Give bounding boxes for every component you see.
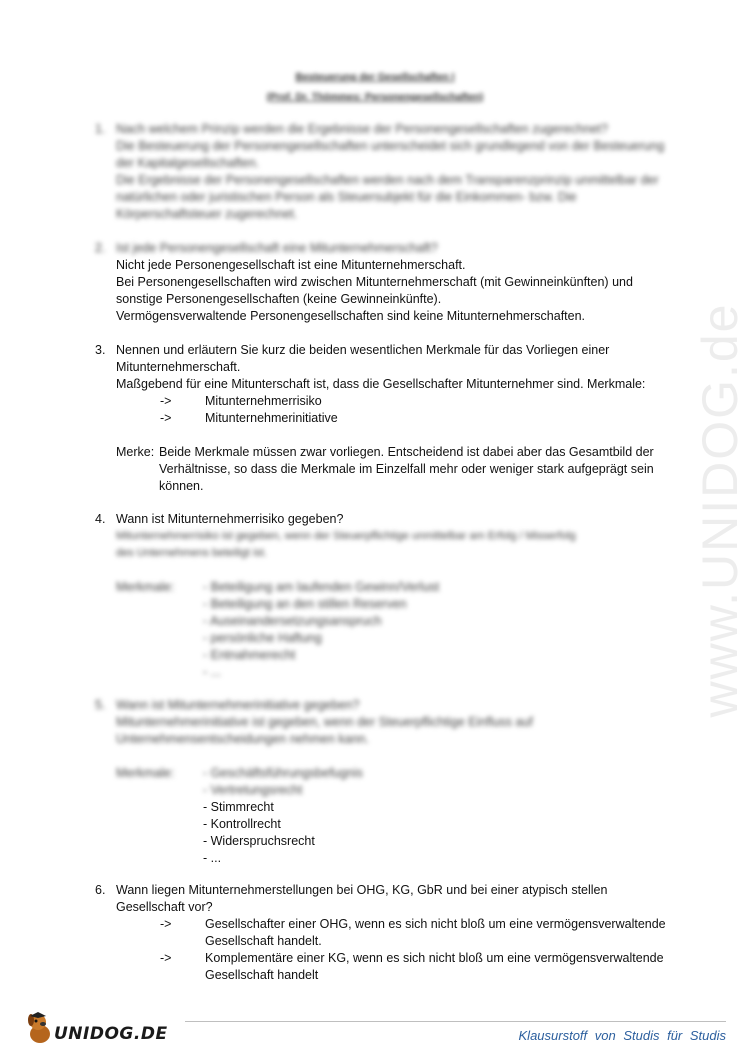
doc-title-line2: (Prof. Dr. Thömmes: Personengesellschaften) (266, 92, 484, 103)
list-item (116, 393, 675, 410)
question-5 (95, 697, 675, 867)
list-item-text: - Beteiligung an den stillen Reserven (203, 597, 407, 611)
watermark-text: www.UNIDOG.de (692, 302, 748, 718)
list-item (116, 647, 675, 664)
question-6 (95, 882, 675, 984)
list-item (116, 765, 675, 782)
list-item (116, 630, 675, 647)
q1-line: Körperschaftsteuer zugerechnet. (116, 207, 298, 221)
list-item-text: - persönliche Haftung (203, 631, 322, 645)
arrow-marker: -> (160, 411, 172, 425)
list-item-text: Mitunternehmerrisiko (205, 394, 322, 408)
q5-answer: Unternehmensentscheidungen nehmen kann. (116, 732, 369, 746)
list-item (116, 596, 675, 613)
merke-line: Beide Merkmale müssen zwar vorliegen. Entscheidend ist dabei aber das Gesamtbild der (159, 445, 654, 459)
q1-line: Die Ergebnisse der Personengesellschaften werden nach dem Transparenzprinzip unmittelbar der (116, 173, 659, 187)
question-number: 1. (95, 122, 106, 136)
list-item-text: - ... (203, 665, 222, 679)
logo-text: UNIDOG.DE (54, 1024, 168, 1044)
q1-line: der Kapitalgesellschaften. (116, 156, 260, 170)
list-item (116, 799, 675, 816)
merke-line: Verhältnisse, so dass die Merkmale im Einzelfall mehr oder weniger stark aufgeprägt sein (159, 462, 654, 476)
list-item (116, 664, 675, 681)
list-item-text: - Beteiligung am laufenden Gewinn/Verlust (203, 580, 440, 594)
merkmale-label: Merkmale: (116, 580, 175, 594)
q2-line: Bei Personengesellschaften wird zwischen Mitunternehmerschaft (mit Gewinneinkünften) und (116, 275, 633, 289)
dog-icon (24, 1010, 56, 1046)
q6-question: Gesellschaft vor? (116, 900, 213, 914)
q5-question: Wann ist Mitunternehmerinitiative gegeben? (116, 698, 360, 712)
q3-answer: Maßgebend für eine Mitunterschaft ist, dass die Gesellschafter Mitunternehmer sind. Merkmale: (116, 377, 646, 391)
q6-question: Wann liegen Mitunternehmerstellungen bei OHG, KG, GbR und bei einer atypisch stellen (116, 883, 608, 897)
question-1 (95, 121, 675, 223)
question-number: 4. (95, 512, 106, 526)
question-4 (95, 511, 675, 681)
list-item (116, 613, 675, 630)
merke-line: können. (159, 479, 204, 493)
q5-answer: Mitunternehmerinitiative ist gegeben, wenn der Steuerpflichtige Einfluss auf (116, 715, 533, 729)
list-item (116, 833, 675, 850)
question-number: 5. (95, 698, 106, 712)
list-item-text: - Kontrollrecht (203, 817, 281, 831)
question-2 (95, 240, 675, 325)
list-item-text: - Stimmrecht (203, 800, 274, 814)
list-item (116, 579, 675, 596)
merkmale-label: Merkmale: (116, 766, 175, 780)
q4-question: Wann ist Mitunternehmerrisiko gegeben? (116, 512, 344, 526)
q1-line: Nach welchem Prinzip werden die Ergebnisse der Personengesellschaften zugerechnet? (116, 122, 608, 136)
footer-tagline: Klausurstoff von Studis für Studis (518, 1028, 726, 1043)
q2-line: Vermögensverwaltende Personengesellschaften sind keine Mitunternehmerschaften. (116, 309, 586, 323)
q4-answer: des Unternehmens beteiligt ist. (116, 547, 268, 559)
q1-line: natürlichen oder juristischen Person als Steuersubjekt für die Einkommen- bzw. Die (116, 190, 577, 204)
question-number: 2. (95, 241, 106, 255)
doc-title-line1: Besteuerung der Gesellschaften I (295, 72, 455, 83)
question-number: 3. (95, 343, 106, 357)
arrow-marker: -> (160, 951, 172, 965)
q2-line: sonstige Personengesellschaften (keine Gewinneinkünfte). (116, 292, 442, 306)
q2-question: Ist jede Personengesellschaft eine Mitunternehmerschaft? (116, 241, 438, 255)
list-item-text: Mitunternehmerinitiative (205, 411, 338, 425)
list-item-text: - Geschäftsführungsbefugnis (203, 766, 363, 780)
list-item (116, 950, 675, 984)
merke-label: Merke: (116, 445, 155, 459)
list-item-text: - Widerspruchsrecht (203, 834, 315, 848)
list-item (116, 782, 675, 799)
list-item-text: - Vertretungsrecht (203, 783, 303, 797)
merke-note (116, 444, 675, 495)
arrow-marker: -> (160, 917, 172, 931)
list-item (116, 850, 675, 867)
footer-divider (185, 1021, 726, 1022)
list-item-text: Gesellschafter einer OHG, wenn es sich nicht bloß um eine vermögensverwaltende Gesellschaft handelt. (205, 917, 666, 948)
list-item-text: - ... (203, 851, 222, 865)
question-3 (95, 342, 675, 495)
q1-line: Die Besteuerung der Personengesellschaften unterscheidet sich grundlegend von der Besteuerung (116, 139, 665, 153)
q2-line: Nicht jede Personengesellschaft ist eine Mitunternehmerschaft. (116, 258, 466, 272)
list-item (116, 916, 675, 950)
question-number: 6. (95, 883, 106, 897)
unidog-logo[interactable] (24, 1010, 174, 1050)
list-item (116, 816, 675, 833)
list-item (116, 410, 675, 427)
list-item-text: - Entnahmerecht (203, 648, 296, 662)
list-item-text: Komplementäre einer KG, wenn es sich nicht bloß um eine vermögensverwaltende Gesellschaft handelt (205, 951, 664, 982)
list-item-text: - Auseinandersetzungsanspruch (203, 614, 382, 628)
q3-question: Nennen und erläutern Sie kurz die beiden wesentlichen Merkmale für das Vorliegen einer (116, 343, 610, 357)
q3-question: Mitunternehmerschaft. (116, 360, 241, 374)
arrow-marker: -> (160, 394, 172, 408)
watermark (690, 280, 750, 740)
q4-answer: Mitunternehmerrisiko ist gegeben, wenn der Steuerpflichtige unmittelbar am Erfolg / Misserfolg (116, 530, 576, 542)
